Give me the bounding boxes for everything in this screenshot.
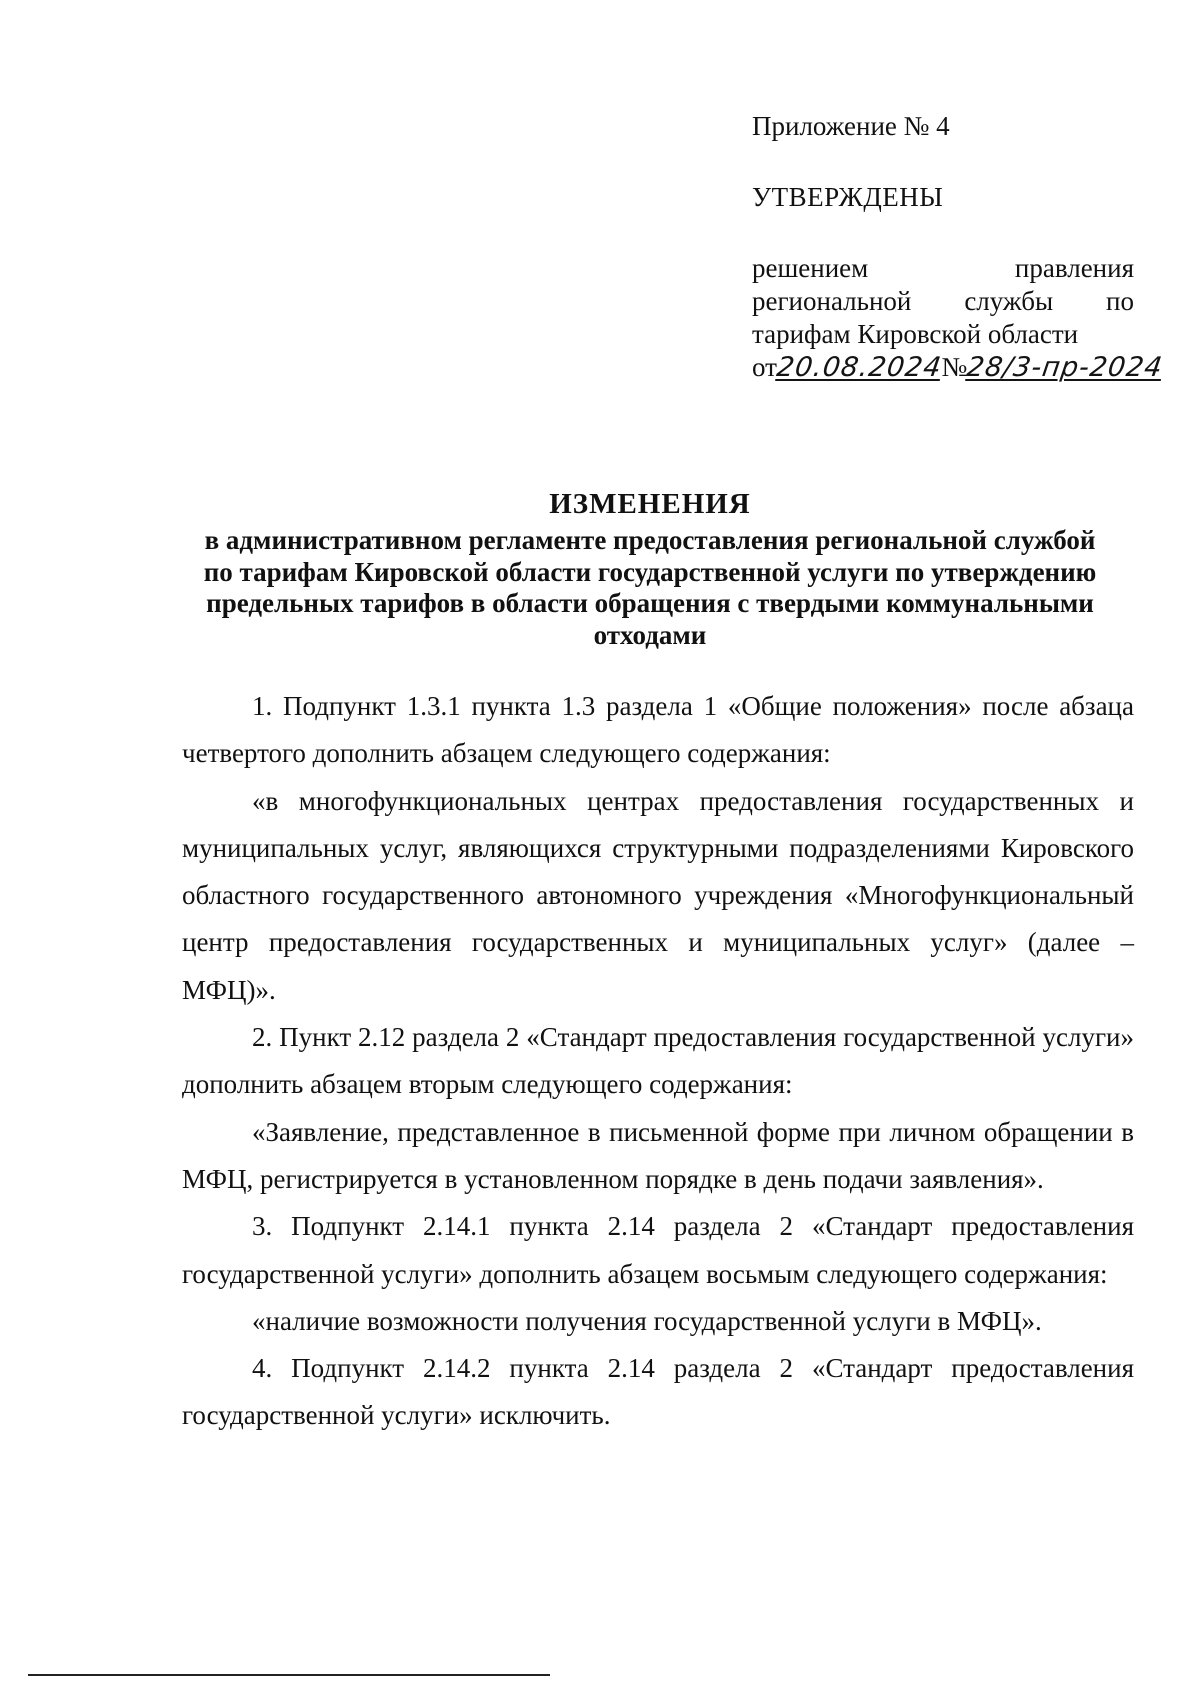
paragraph-item-4: 4. Подпункт 2.14.2 пункта 2.14 раздела 2 «Стандарт предоставления государственной услуги» исключить. [182,1353,1134,1431]
footnote-divider [28,1674,550,1676]
subtitle-line: предельных тарифов в области обращения с твердыми коммунальными [206,588,1094,618]
appendix-number: Приложение № 4 [752,111,950,141]
paragraph-quote-1: «в многофункциональных центрах предоставления государственных и муниципальных услуг, являющихся структурными подразделениями Кировского областного государственного автономного учреждения «Многофункциональный центр предоставления государственных и муниципальных услуг» (далее – МФЦ)». [182,785,1134,1005]
document-title [160,487,1140,651]
subtitle-line: по тарифам Кировской области государственной услуги по утверждению [203,556,1097,587]
decision-line: тарифам Кировской области [752,319,1079,349]
title-heading: ИЗМЕНЕНИЯ [549,488,751,520]
number-sign: № [941,352,968,382]
document-body [182,683,1134,1440]
subtitle-line: отходами [593,619,707,650]
handwritten-date: 20.08.2024 [774,352,944,383]
approval-block [752,110,1166,384]
decision-text [752,252,1134,351]
decision-line: региональной службы по [752,286,1134,316]
subtitle-line: в административном регламенте предоставления региональной службой [204,525,1096,555]
paragraph-quote-3: «наличие возможности получения государственной услуги в МФЦ». [252,1305,1042,1336]
approved-heading: УТВЕРЖДЕНЫ [752,182,944,212]
paragraph-item-1: 1. Подпункт 1.3.1 пункта 1.3 раздела 1 «Общие положения» после абзаца четвертого дополнить абзацем следующего содержания: [182,691,1134,769]
handwritten-number: 28/3-пр-2024 [965,352,1166,383]
paragraph-quote-2: «Заявление, представленное в письменной форме при личном обращении в МФЦ, регистрируется в установленном порядке в день подачи заявления». [182,1116,1134,1194]
decision-date-number-line [752,351,1166,384]
paragraph-item-2: 2. Пункт 2.12 раздела 2 «Стандарт предоставления государственной услуги» дополнить абзацем вторым следующего содержания: [182,1022,1134,1100]
paragraph-item-3: 3. Подпункт 2.14.1 пункта 2.14 раздела 2 «Стандарт предоставления государственной услуги» дополнить абзацем восьмым следующего содержания: [182,1211,1134,1289]
date-prefix: от [752,352,777,382]
title-subtitle [160,525,1140,651]
decision-line: решением правления [752,253,1134,283]
